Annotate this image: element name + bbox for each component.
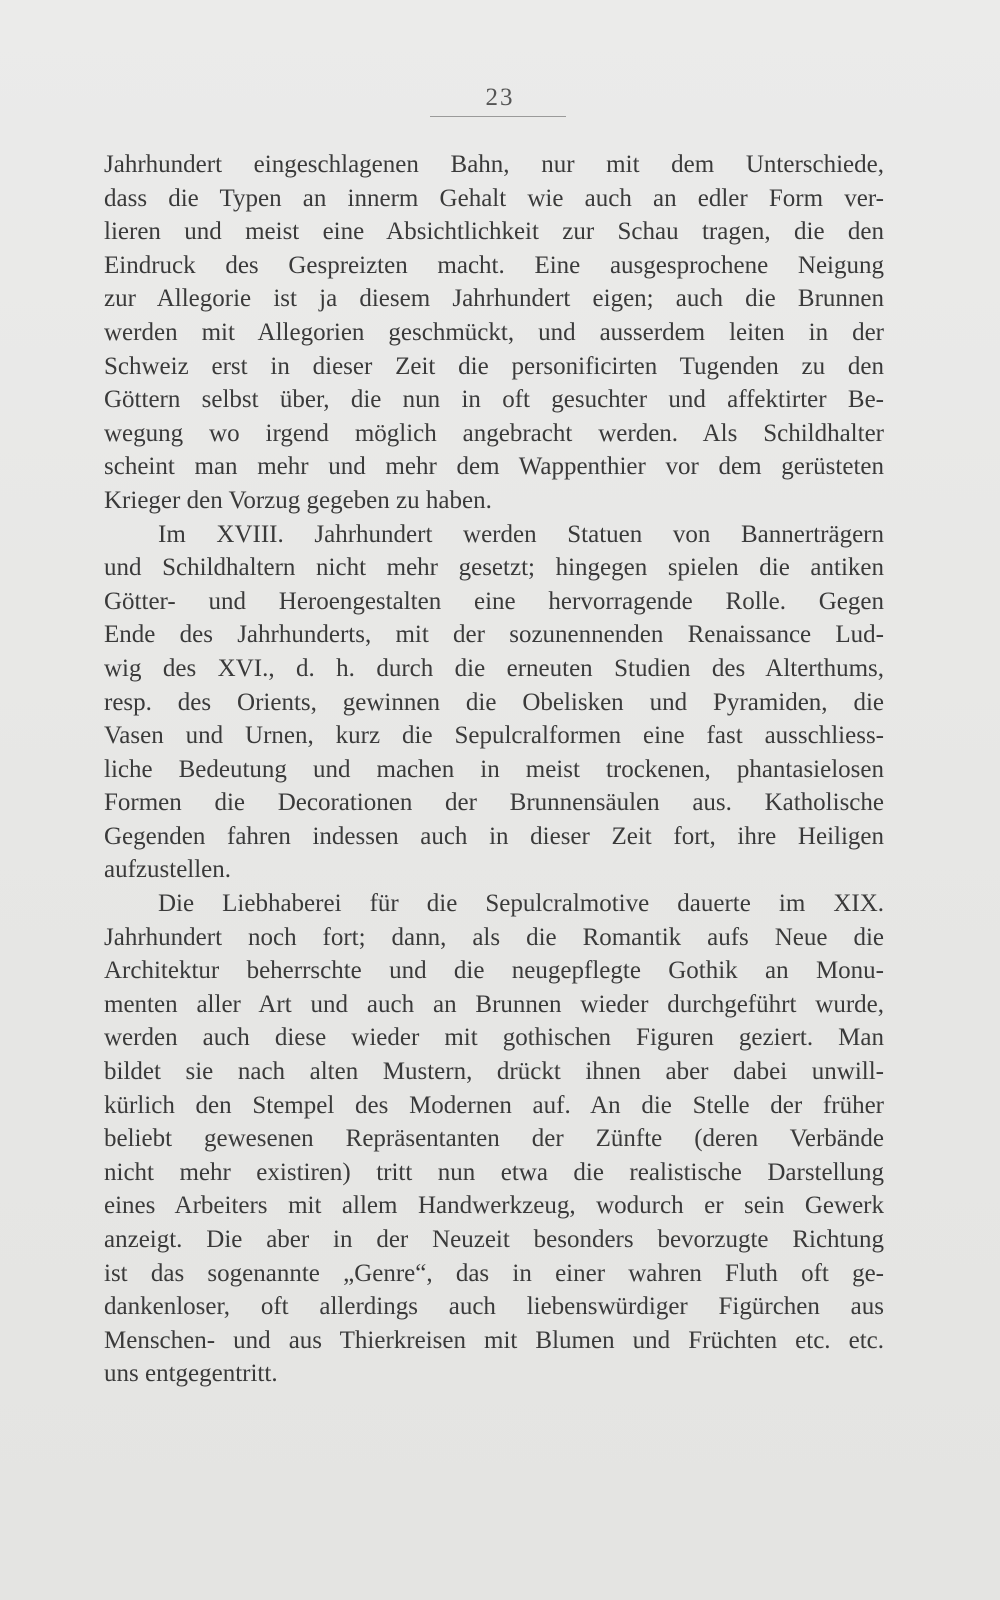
text-line: Architektur beherrschte und die neugepflegte Gothik an Monu- [104,957,884,985]
text-line: wig des XVI., d. h. durch die erneuten Studien des Alterthums, [104,654,884,682]
text-line: Vasen und Urnen, kurz die Sepulcralformen eine fast ausschliess- [104,722,884,750]
paragraph-start-line: Im XVIII. Jahrhundert werden Statuen von Bannerträgern [158,520,884,548]
text-line: menten aller Art und auch an Brunnen wieder durchgeführt wurde, [104,990,884,1018]
text-line: bildet sie nach alten Mustern, drückt ihnen aber dabei unwill- [104,1058,884,1086]
text-line: lieren und meist eine Absichtlichkeit zur Schau tragen, die den [104,218,884,246]
text-line: Schweiz erst in dieser Zeit die personificirten Tugenden zu den [104,352,884,380]
body-text [104,148,884,1391]
text-line: Jahrhundert noch fort; dann, als die Romantik aufs Neue die [104,923,884,951]
text-line: Götter- und Heroengestalten eine hervorragende Rolle. Gegen [104,587,884,615]
text-line: liche Bedeutung und machen in meist trockenen, phantasielosen [104,755,884,783]
paragraph-end-line: uns entgegentritt. [104,1360,278,1388]
text-line: nicht mehr existiren) tritt nun etwa die realistische Darstellung [104,1158,884,1186]
text-line: Ende des Jahrhunderts, mit der sozunennenden Renaissance Lud- [104,621,884,649]
text-line: werden auch diese wieder mit gothischen Figuren geziert. Man [104,1024,884,1052]
text-line: Gegenden fahren indessen auch in dieser Zeit fort, ihre Heiligen [104,822,884,850]
text-line: Göttern selbst über, die nun in oft gesuchter und affektirter Be- [104,386,884,414]
text-line: und Schildhaltern nicht mehr gesetzt; hingegen spielen die antiken [104,554,884,582]
text-line: Jahrhundert eingeschlagenen Bahn, nur mit dem Unterschiede, [104,151,884,178]
paragraph-end-line: aufzustellen. [104,856,232,884]
text-line: anzeigt. Die aber in der Neuzeit besonders bevorzugte Richtung [104,1226,884,1253]
text-line: werden mit Allegorien geschmückt, und ausserdem leiten in der [104,318,884,346]
text-line: eines Arbeiters mit allem Handwerkzeug, wodurch er sein Gewerk [104,1192,884,1220]
page-number: 23 [485,84,515,111]
text-line: ist das sogenannte „Genre“, das in einer wahren Fluth oft ge- [104,1259,884,1287]
text-line: Formen die Decorationen der Brunnensäulen aus. Katholische [104,789,884,817]
paragraph-end-line: Krieger den Vorzug gegeben zu haben. [104,486,492,514]
text-line: wegung wo irgend möglich angebracht werden. Als Schildhalter [104,419,884,447]
text-line: kürlich den Stempel des Modernen auf. An die Stelle der früher [104,1091,884,1119]
text-line: beliebt gewesenen Repräsentanten der Zünfte (deren Verbände [104,1125,884,1153]
paragraph-start-line: Die Liebhaberei für die Sepulcralmotive dauerte im XIX. [158,890,884,918]
text-line: dankenloser, oft allerdings auch liebenswürdiger Figürchen aus [104,1293,884,1321]
text-line: resp. des Orients, gewinnen die Obelisken und Pyramiden, die [104,688,884,716]
text-line: Menschen- und aus Thierkreisen mit Blumen und Früchten etc. etc. [104,1326,884,1354]
text-line: scheint man mehr und mehr dem Wappenthier vor dem gerüsteten [104,453,884,481]
page-number-rule [430,116,566,117]
text-line: zur Allegorie ist ja diesem Jahrhundert eigen; auch die Brunnen [104,285,884,313]
text-line: dass die Typen an innerm Gehalt wie auch an edler Form ver- [104,184,884,212]
text-line: Eindruck des Gespreizten macht. Eine ausgesprochene Neigung [104,251,884,279]
